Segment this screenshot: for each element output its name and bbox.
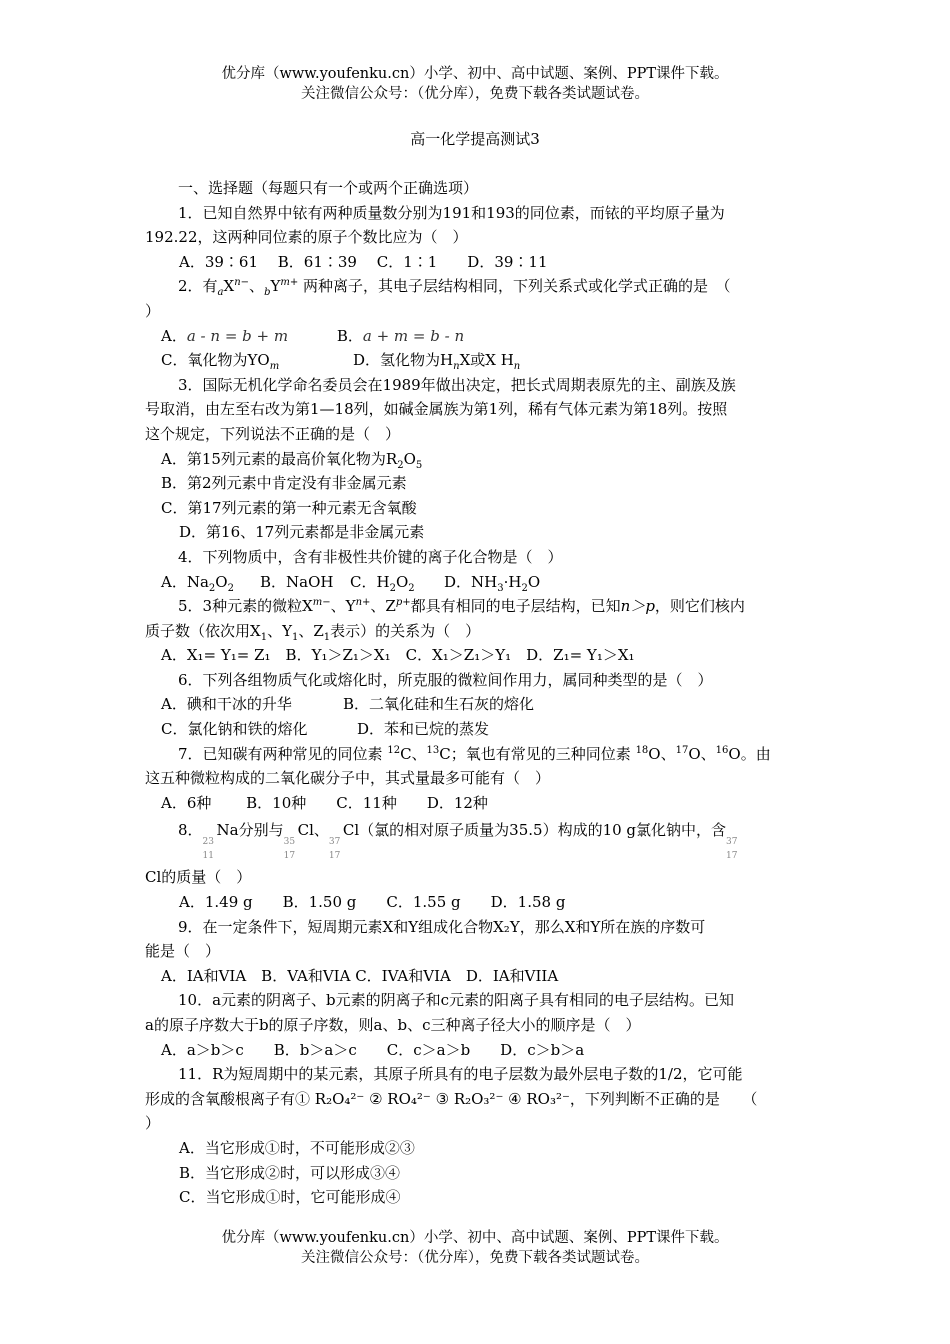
q5-stem-line1: 5．3种元素的微粒$X^{m-}$、$Y^{n+}$、$Z^{p+}$都具有相同的电子层结构，已知n＞p，则它们核内 — [178, 597, 745, 616]
q8-stem-line1: 8． 23 11 Na分别与 35 17 Cl、 37 17 Cl（氯的相对原子质量为35.5）构成的10 g氯化钠中，含 37 17 — [145, 815, 807, 851]
q9-stem-line2: 能是（ ） — [145, 942, 221, 961]
q10-options: A．a＞b＞c B．b＞a＞c C．c＞a＞b D．c＞b＞a — [161, 1040, 585, 1059]
q3-option-b: B．第2列元素中肯定没有非金属元素 — [161, 474, 407, 493]
isotope-cl37: 37 17 — [328, 837, 341, 862]
q3-stem-line1: 3．国际无机化学命名委员会在1989年做出决定，把长式周期表原先的主、副族及族 — [178, 375, 736, 394]
q6-options-ab: A．碘和干冰的升华 B．二氧化硅和生石灰的熔化 — [161, 695, 535, 714]
q11-stem-line2: 形成的含氧酸根离子有① R₂O₄²⁻ ② RO₄²⁻ ③ R₂O₃²⁻ ④ RO₃²⁻，下列判断不正确的是 （ — [145, 1089, 758, 1108]
q6-options-cd: C．氯化钠和铁的熔化 D．苯和已烷的蒸发 — [161, 720, 490, 739]
q2-option-a-math: a - n = b + m — [186, 326, 289, 345]
q4-options: A．$Na_2O_2$ B．NaOH C．$H_2O_2$ D．$NH_3\cdot H_2O$ — [161, 572, 541, 594]
document-body — [145, 176, 807, 1210]
q1-stem-line1: 1．已知自然界中铱有两种质量数分别为191和193的同位素，而铱的平均原子量为 — [178, 203, 725, 222]
q10-stem-line2: a的原子序数大于b的原子序数，则a、b、c三种离子径大小的顺序是（ ） — [145, 1016, 641, 1034]
q5-options: A．X₁= Y₁= Z₁ B．Y₁＞Z₁＞X₁ C．X₁＞Z₁＞Y₁ D．Z₁= Y₁＞X₁ — [161, 646, 635, 665]
q7-stem-line2: 这五种微粒构成的二氧化碳分子中，其式量最多可能有（ ） — [145, 769, 551, 788]
q1-stem-line2: 192.22，这两种同位素的原子个数比应为（ ） — [145, 228, 468, 247]
footer-line-2: 关注微信公众号：（优分库），免费下载各类试题试卷。 — [301, 1250, 649, 1266]
q11-option-b: B．当它形成②时，可以形成③④ — [179, 1163, 401, 1182]
q3-option-a: A．第15列元素的最高价氧化物为$R_2O_5$ — [161, 449, 423, 471]
q8-stem-line2: Cl的质量（ ） — [145, 868, 252, 887]
page-header — [0, 64, 950, 104]
q10-stem-line1: 10．a元素的阴离子、b元素的阴离子和c元素的阳离子具有相同的电子层结构。已知 — [178, 991, 735, 1010]
q2-stem-end: ） — [145, 301, 161, 320]
q1-options: A．39∶61 B．61∶39 C．1∶1 D．39∶11 — [179, 252, 548, 271]
isotope-cl35: 35 17 — [283, 837, 296, 862]
q11-stem-line1: 11．R为短周期中的某元素，其原子所具有的电子层数为最外层电子数的1/2，它可能 — [178, 1065, 743, 1084]
header-line-2: 关注微信公众号：（优分库），免费下载各类试题试卷。 — [301, 86, 649, 102]
document-title: 高一化学提高测试3 — [410, 130, 540, 148]
q3-option-d: D．第16、17列元素都是非金属元素 — [179, 523, 425, 542]
page-footer — [0, 1228, 950, 1268]
q11-option-c: C．当它形成①时，它可能形成④ — [179, 1188, 401, 1207]
q8-options: A．1.49 g B．1.50 g C．1.55 g D．1.58 g — [179, 893, 566, 912]
q11-option-a: A．当它形成①时，不可能形成②③ — [179, 1138, 415, 1157]
q11-stem-line3: ） — [145, 1114, 161, 1133]
q2-option-b-math: a + m = b - n — [362, 326, 465, 345]
section-heading: 一、选择题（每题只有一个或两个正确选项） — [178, 179, 479, 197]
q3-stem-line2: 号取消，由左至右改为第1—18列，如碱金属族为第1列，稀有气体元素为第18列。按照 — [145, 400, 728, 419]
q2-stem: 2．有$_aX^{n-}$、$_bY^{m+}$ 两种离子，其电子层结构相同，下列关系式或化学式正确的是 （ — [178, 277, 731, 299]
q3-option-c: C．第17列元素的第一种元素无含氧酸 — [161, 498, 417, 517]
q9-options: A．IA和VIA B．VA和VIA C．IVA和VIA D．IA和VIIA — [161, 966, 559, 985]
q9-stem-line1: 9．在一定条件下，短周期元素X和Y组成化合物X₂Y，那么X和Y所在族的序数可 — [178, 917, 706, 936]
q3-stem-line3: 这个规定，下列说法不正确的是（ ） — [145, 424, 401, 443]
isotope-cl37-b: 37 17 — [726, 837, 738, 862]
header-line-1: 优分库（www.youfenku.cn）小学、初中、高中试题、案例、PPT课件下载。 — [221, 66, 729, 82]
q2-options-ab: A．a - n = b + m B．a + m = b - n — [145, 324, 807, 349]
q2-options-cd: C．氧化物为$YO_m$ D．氢化物为$H_nX$或X $H_n$ — [161, 351, 521, 373]
q4-stem: 4．下列物质中，含有非极性共价键的离子化合物是（ ） — [178, 547, 563, 566]
q5-stem-line2: 质子数（依次用$X_1$、$Y_1$、$Z_1$表示）的关系为（ ） — [145, 621, 481, 643]
q7-stem-line1: 7．已知碳有两种常见的同位素 $^{12}$C、$^{13}$C；氧也有常见的三种同位素 $^{18}$O、$^{17}$O、$^{16}$O。由 — [178, 744, 771, 763]
footer-line-1: 优分库（www.youfenku.cn）小学、初中、高中试题、案例、PPT课件下载。 — [221, 1230, 729, 1246]
isotope-na23: 23 11 — [202, 837, 214, 862]
q7-options: A．6种 B．10种 C．11种 D．12种 — [161, 793, 488, 812]
q6-stem: 6．下列各组物质气化或熔化时，所克服的微粒间作用力，属同种类型的是（ ） — [178, 670, 713, 689]
